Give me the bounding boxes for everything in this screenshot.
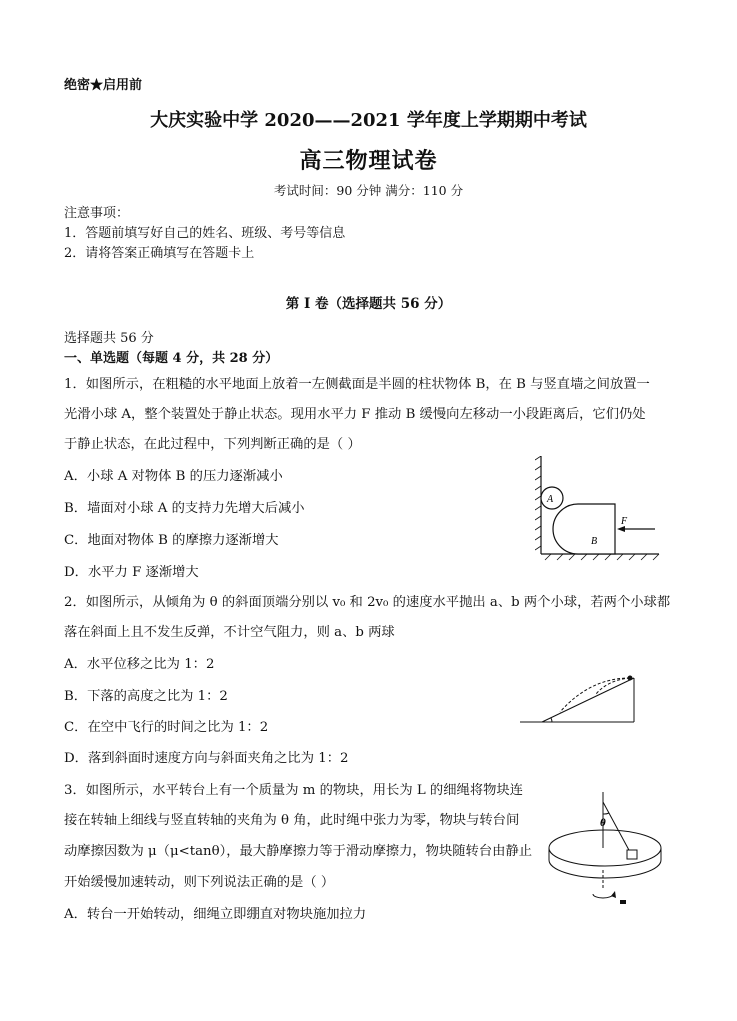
- q1-option-d: D．水平力 F 逐渐增大: [64, 565, 199, 580]
- section-title: 第 I 卷（选择题共 56 分）: [285, 296, 452, 312]
- q1-label-b: B: [591, 536, 598, 547]
- school-exam-line: 大庆实验中学 2020——2021 学年度上学期期中考试: [150, 110, 587, 131]
- page-title: 高三物理试卷: [299, 148, 438, 174]
- q3-stem-line: 接在转轴上细线与竖直转轴的夹角为 θ 角，此时绳中张力为零，物块与转台间: [64, 813, 520, 828]
- q3-block: [627, 850, 637, 859]
- q3-figure: [545, 790, 680, 915]
- secret-label: 绝密★启用前: [64, 78, 143, 93]
- exam-info: 考试时间：90 分钟 满分：110 分: [273, 183, 464, 198]
- q1-option-b: B．墙面对小球 A 的支持力先增大后减小: [64, 501, 305, 516]
- q3-stem-line: 开始缓慢加速转动，则下列说法正确的是（ ）: [64, 875, 335, 890]
- q1-stem-line: 1．如图所示，在粗糙的水平地面上放着一左侧截面是半圆的柱状物体 B，在 B 与竖直墙之间放置一: [64, 377, 650, 392]
- notes-item: 1．答题前填写好自己的姓名、班级、考号等信息: [64, 226, 346, 241]
- q1-figure: [535, 456, 660, 562]
- q3-option-a: A．转台一开始转动，细绳立即绷直对物块施加拉力: [64, 907, 367, 922]
- q3-stem-line: 动摩擦因数为 μ（μ<tanθ），最大静摩擦力等于滑动摩擦力，物块随转台由静止: [64, 844, 533, 859]
- q1-stem-line: 光滑小球 A，整个装置处于静止状态。现用水平力 F 推动 B 缓慢向左移动一小段距离后，它们仍处: [64, 407, 646, 422]
- q2-stem-line: 落在斜面上且不发生反弹，不计空气阻力，则 a、b 两球: [64, 625, 395, 640]
- q1-stem-line: 于静止状态，在此过程中，下列判断正确的是（ ）: [64, 437, 361, 452]
- q2-option-c: C．在空中飞行的时间之比为 1：2: [64, 720, 269, 735]
- part-heading: 一、单选题（每题 4 分，共 28 分）: [64, 351, 279, 366]
- q2-option-b: B．下落的高度之比为 1：2: [64, 689, 228, 704]
- q1-label-f: F: [621, 516, 628, 527]
- section-subtitle: 选择题共 56 分: [64, 331, 154, 346]
- q1-option-c: C．地面对物体 B 的摩擦力逐渐增大: [64, 533, 279, 548]
- notes-item: 2．请将答案正确填写在答题卡上: [64, 246, 255, 261]
- q2-figure: [520, 672, 640, 724]
- q2-stem-line: 2．如图所示，从倾角为 θ 的斜面顶端分别以 v₀ 和 2v₀ 的速度水平抛出 a、b 两个小球，若两个小球都: [64, 595, 671, 610]
- q2-option-a: A．水平位移之比为 1：2: [64, 657, 215, 672]
- q2-option-d: D．落到斜面时速度方向与斜面夹角之比为 1：2: [64, 751, 349, 766]
- notes-heading: 注意事项：: [64, 206, 130, 221]
- q3-label-theta: θ: [600, 817, 606, 829]
- q1-label-a: A: [547, 494, 554, 505]
- q3-stem-line: 3．如图所示，水平转台上有一个质量为 m 的物块，用长为 L 的细绳将物块连: [64, 783, 524, 798]
- q1-option-a: A．小球 A 对物体 B 的压力逐渐减小: [64, 469, 283, 484]
- q1-object-b: [553, 504, 615, 554]
